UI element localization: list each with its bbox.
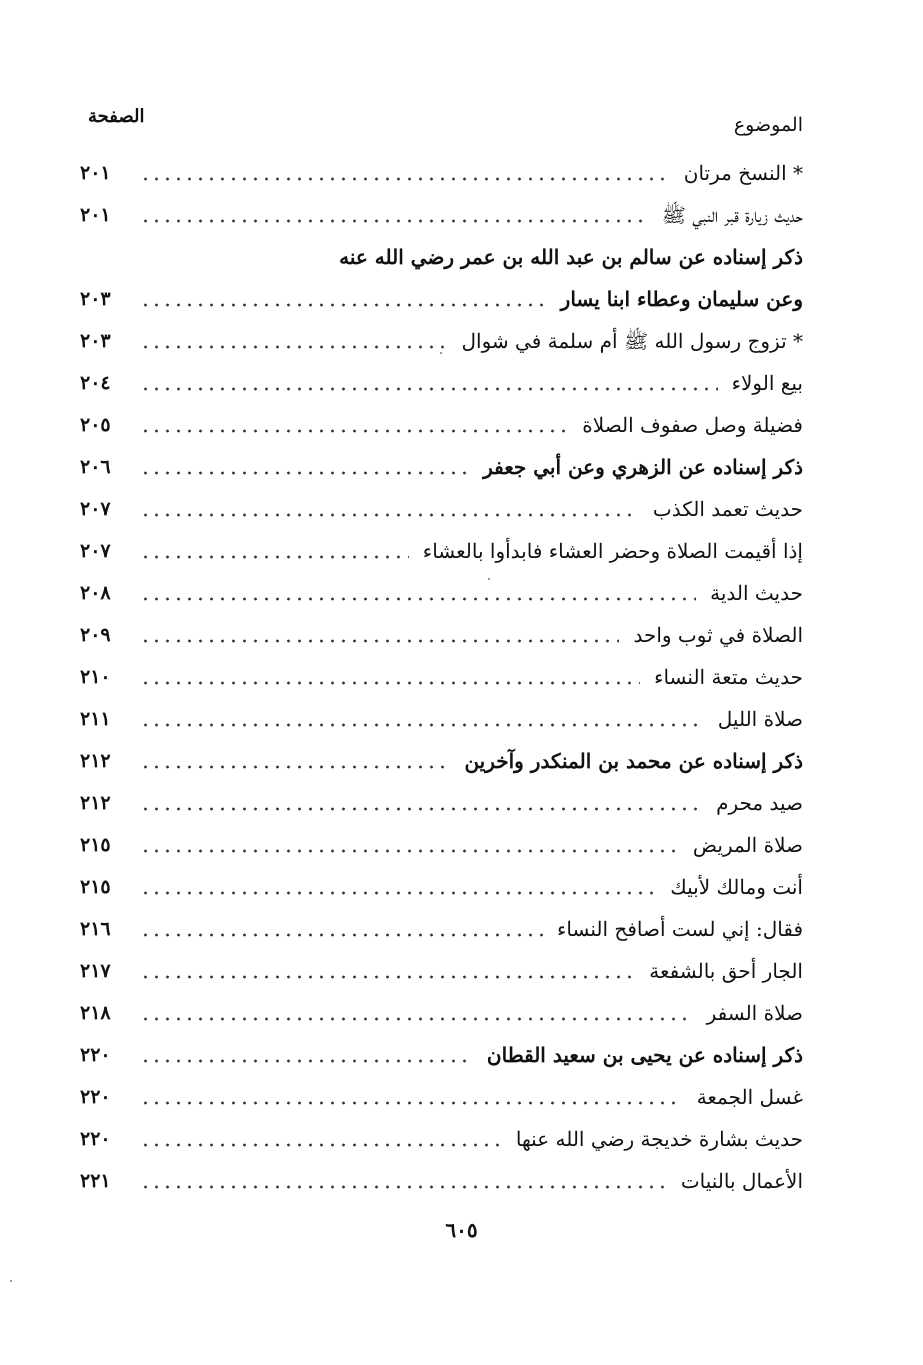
toc-entry-title: حديث زيارة قبر النبي ﷺ [661, 203, 803, 227]
toc-entry-page: ٢٠٣ [80, 330, 111, 352]
dot-leader [140, 723, 704, 727]
toc-entry-page: ٢٠٩ [80, 624, 111, 646]
toc-entry [80, 190, 803, 232]
toc-entry [80, 568, 803, 610]
toc-entry-title: حديث متعة النساء [654, 665, 803, 689]
toc-entry-page: ٢٠٧ [80, 540, 111, 562]
toc-entry [80, 526, 803, 568]
toc-entry-title: صلاة السفر [706, 1001, 803, 1025]
toc-entry-page: ٢٢٠ [80, 1086, 111, 1108]
toc-entry [80, 442, 803, 484]
toc-entry [80, 1072, 803, 1114]
dot-leader [140, 1143, 502, 1147]
toc-entry-title: غسل الجمعة [696, 1085, 803, 1109]
toc-entry-title: ذكر إسناده عن محمد بن المنكدر وآخرين [464, 749, 803, 773]
dot-leader [140, 1017, 693, 1021]
toc-entry-title: صيد محرم [716, 791, 803, 815]
dot-leader [140, 345, 448, 349]
toc-entry-title: ذكر إسناده عن يحيى بن سعيد القطان [486, 1043, 803, 1067]
toc-entry [80, 400, 803, 442]
column-header-page: الصفحة [88, 106, 145, 127]
page-number: ٦٠٥ [445, 1218, 478, 1242]
toc-entry-title: حديث تعمد الكذب [652, 497, 803, 521]
toc-entry [80, 904, 803, 946]
toc-entry [80, 946, 803, 988]
toc-entry [80, 1030, 803, 1072]
toc-entry [80, 148, 803, 190]
toc-entry [80, 358, 803, 400]
toc-entry-title: صلاة الليل [717, 707, 803, 731]
toc-entry [80, 484, 803, 526]
dot-leader [140, 513, 639, 517]
dot-leader [140, 933, 543, 937]
toc-entry-page: ٢٠٦ [80, 456, 111, 478]
toc-entry [80, 778, 803, 820]
toc-entry-page: ٢١٦ [80, 918, 111, 940]
toc-entry-page: ٢٠٣ [80, 288, 111, 310]
toc-entry [80, 274, 803, 316]
toc-entry [80, 1156, 803, 1198]
toc-entry-page: ٢٠١ [80, 204, 111, 226]
toc-entry-page: ٢١١ [80, 708, 111, 730]
toc-entry-title: ذكر إسناده عن سالم بن عبد الله بن عمر رضي الله عنه [339, 245, 803, 269]
toc-entry-page: ٢١٠ [80, 666, 111, 688]
toc-entry-page: ٢١٥ [80, 834, 111, 856]
toc-entry-page: ٢١٢ [80, 792, 111, 814]
dot-leader [140, 261, 325, 265]
print-speck [10, 1280, 12, 1282]
dot-leader [140, 849, 679, 853]
toc-entry [80, 694, 803, 736]
toc-entry-page: ٢١٥ [80, 876, 111, 898]
toc-entry-page: ٢٠١ [80, 162, 111, 184]
toc-entry-page: ٢٢١ [80, 1170, 111, 1192]
dot-leader [140, 429, 568, 433]
toc-entry-title: إذا أقيمت الصلاة وحضر العشاء فابدأوا بالعشاء [422, 539, 803, 563]
toc-entry [80, 1114, 803, 1156]
dot-leader [140, 387, 718, 391]
print-speck [440, 352, 442, 354]
toc-entry-page: ٢٠٥ [80, 414, 111, 436]
dot-leader [140, 177, 670, 181]
table-of-contents [80, 148, 803, 1198]
dot-leader [140, 471, 469, 475]
toc-entry-page: ٢١٧ [80, 960, 111, 982]
toc-entry-title: حديث بشارة خديجة رضي الله عنها [515, 1127, 803, 1151]
toc-entry-title: أنت ومالك لأبيك [670, 875, 803, 899]
toc-entry-title: حديث الدية [710, 581, 803, 605]
print-speck [488, 578, 490, 580]
toc-entry-page: ٢٠٨ [80, 582, 111, 604]
dot-leader [140, 765, 450, 769]
toc-entry-title: * تزوج رسول الله ﷺ أم سلمة في شوال [461, 329, 803, 353]
toc-entry-page: ٢٢٠ [80, 1044, 111, 1066]
toc-entry-title: وعن سليمان وعطاء ابنا يسار [560, 287, 803, 311]
toc-entry-page: ٢٠٧ [80, 498, 111, 520]
toc-entry-title: فقال: إني لست أصافح النساء [557, 917, 803, 941]
dot-leader [140, 597, 696, 601]
dot-leader [140, 807, 702, 811]
toc-entry [80, 652, 803, 694]
toc-entry-title: صلاة المريض [692, 833, 803, 857]
toc-entry [80, 862, 803, 904]
dot-leader [140, 219, 648, 223]
dot-leader [140, 1059, 473, 1063]
toc-entry-title: بيع الولاء [731, 371, 803, 395]
toc-entry-title: الجار أحق بالشفعة [649, 959, 803, 983]
dot-leader [140, 555, 409, 559]
dot-leader [140, 639, 619, 643]
dot-leader [140, 1101, 683, 1105]
toc-entry [80, 610, 803, 652]
toc-entry-page: ٢١٢ [80, 750, 111, 772]
dot-leader [140, 891, 656, 895]
dot-leader [140, 975, 635, 979]
column-header-topic: الموضوع [733, 114, 803, 136]
toc-entry-title: * النسخ مرتان [683, 161, 803, 185]
dot-leader [140, 303, 547, 307]
toc-entry-title: ذكر إسناده عن الزهري وعن أبي جعفر [483, 455, 803, 479]
toc-entry-page: ٢٢٠ [80, 1128, 111, 1150]
toc-entry [80, 820, 803, 862]
dot-leader [140, 1185, 667, 1189]
toc-entry-page: ٢٠٤ [80, 372, 111, 394]
toc-entry-title: الأعمال بالنيات [680, 1169, 803, 1193]
toc-entry-title: فضيلة وصل صفوف الصلاة [582, 413, 803, 437]
toc-entry-title: الصلاة في ثوب واحد [633, 623, 803, 647]
toc-entry [80, 988, 803, 1030]
dot-leader [140, 681, 640, 685]
toc-entry [80, 232, 803, 274]
toc-entry [80, 736, 803, 778]
toc-entry-page: ٢١٨ [80, 1002, 111, 1024]
